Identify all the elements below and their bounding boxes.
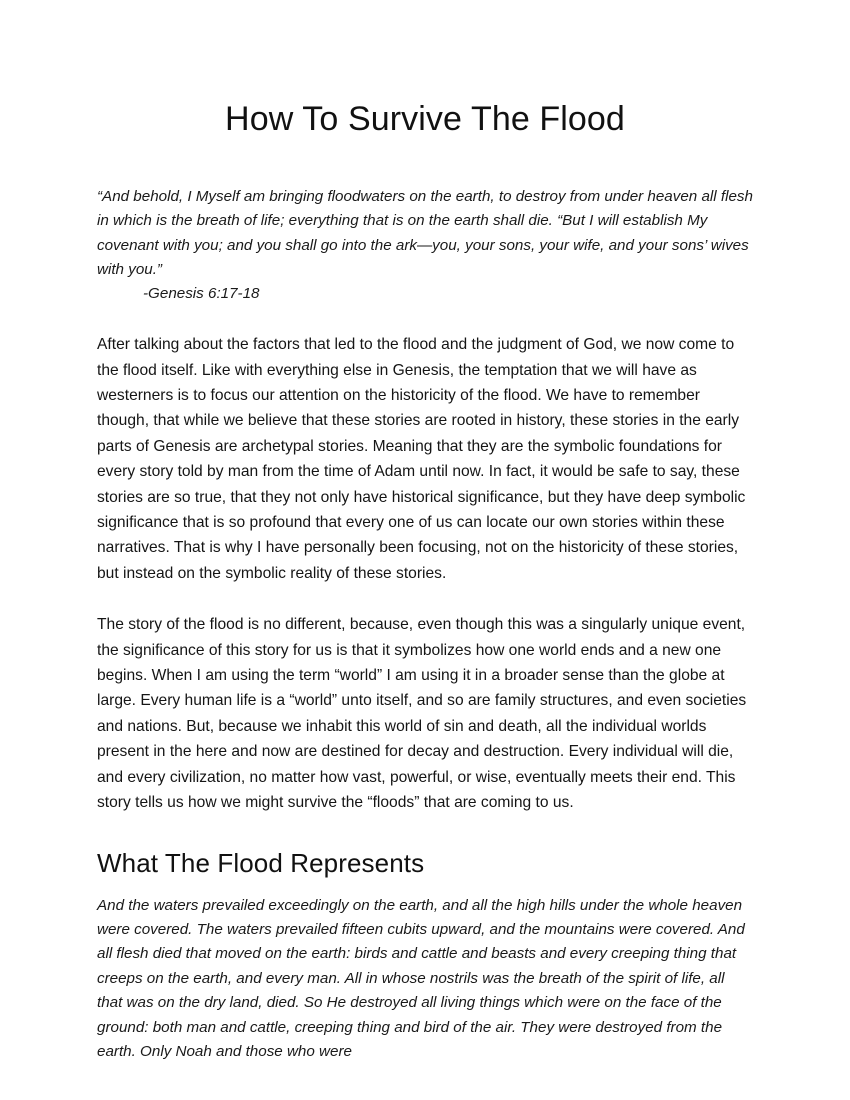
epigraph-text: “And behold, I Myself am bringing floodwaters on the earth, to destroy from under heaven all flesh in which is the breath of life; everything that is on the earth shall die. “But I will establish My covenant with you; and you shall go into the ark—you, your sons, your wife, and your sons’ wives with you.” bbox=[97, 188, 753, 278]
page-title: How To Survive The Flood bbox=[225, 100, 625, 138]
epigraph-citation: -Genesis 6:17-18 bbox=[143, 284, 260, 302]
body-paragraph-2: The story of the flood is no different, because, even though this was a singularly unique event, the significance of this story for us is that it symbolizes how one world ends and a new one begins. When I am using the term “world” I am using it in a broader sense than the globe at large. Every human life is a “world” unto itself, and so are family structures, and even societies and nations. But, because we inhabit this world of sin and death, all the individual worlds present in the here and now are destined for decay and destruction. Every individual will die, and every civilization, no matter how vast, powerful, or wise, eventually meets their end. This story tells us how we might survive the “floods” that are coming to us. bbox=[97, 616, 747, 812]
body-paragraph-1: After talking about the factors that led to the flood and the judgment of God, we now come to the flood itself. Like with everything else in Genesis, the temptation that we will have as westerners is to focus our attention on the historicity of the flood. We have to remember though, that while we believe that these stories are rooted in history, these stories in the early parts of Genesis are archetypal stories. Meaning that they are the symbolic foundations for every story told by man from the time of Adam until now. In fact, it would be safe to say, these stories are so true, that they not only have historical significance, but they have deep symbolic significance that is so profound that every one of us can locate our own stories within these narratives. That is why I have personally been focusing, not on the historicity of these stories, but instead on the symbolic reality of these stories. bbox=[97, 336, 746, 582]
epigraph-block bbox=[97, 139, 753, 306]
section-heading-what-the-flood-represents: What The Flood Represents bbox=[97, 848, 425, 879]
section-scripture-block: And the waters prevailed exceedingly on the earth, and all the high hills under the whole heaven were covered. The waters prevailed fifteen cubits upward, and the mountains were covered. And all flesh died that moved on the earth: birds and cattle and beasts and every creeping thing that creeps on the earth, and every man. All in whose nostrils was the breath of the spirit of life, all that was on the dry land, died. So He destroyed all living things which were on the face of the ground: both man and cattle, creeping thing and bird of the air. They were destroyed from the earth. Only Noah and those who were bbox=[97, 896, 745, 1061]
document-content bbox=[97, 0, 753, 1064]
